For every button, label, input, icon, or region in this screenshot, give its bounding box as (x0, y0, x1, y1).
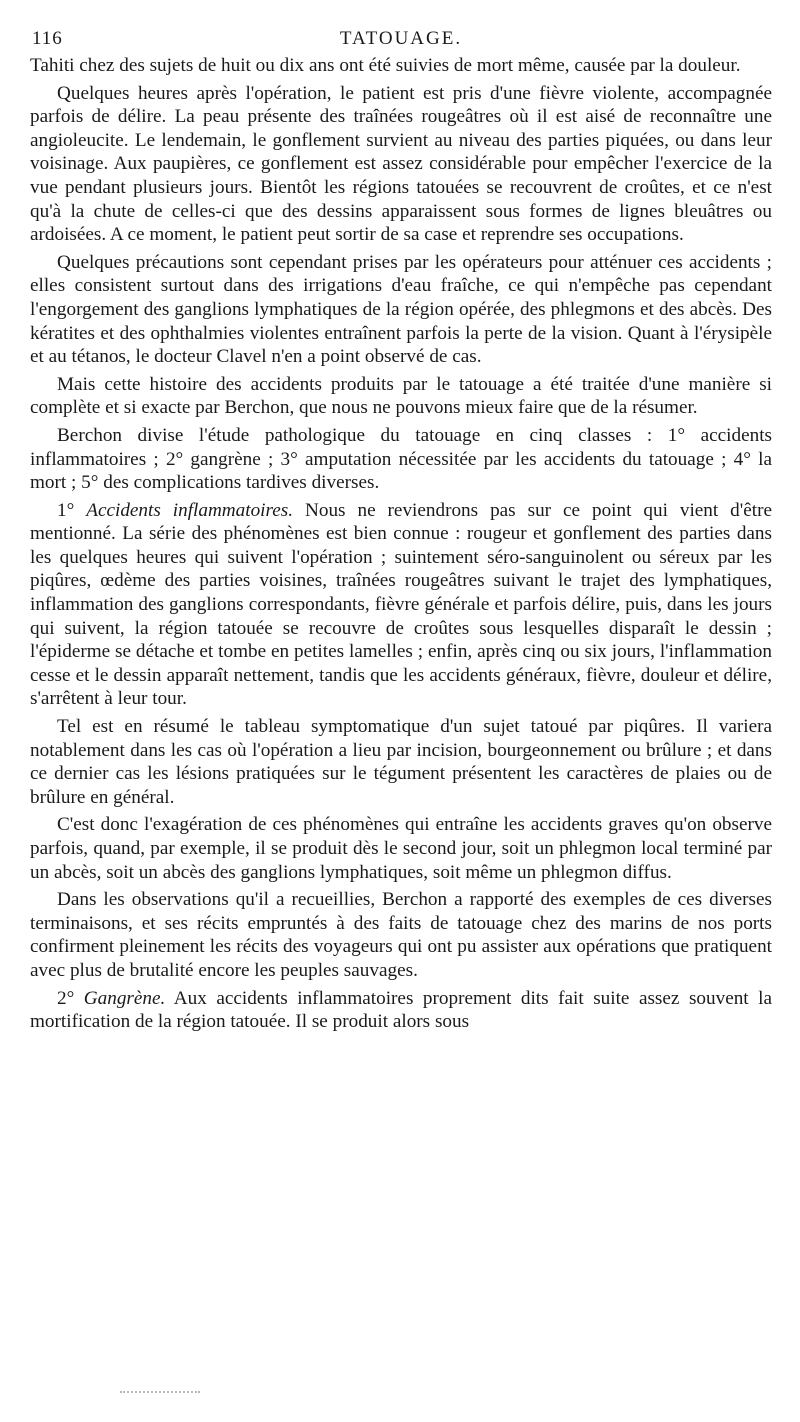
paragraph-exaggeration: C'est donc l'exagération de ces phénomènes qui entraîne les accidents graves qu'on observe parfois, quand, par exemple, il se produit dès le second jour, soit un phlegmon local terminé par un abcès, soit un abcès des ganglions lymphatiques, soit même un phlegmon diffus. (30, 814, 772, 883)
running-header (30, 28, 772, 54)
paragraph-precautions: Quelques précautions sont cependant prises par les opérateurs pour atténuer ces accidents ; elles consistent surtout dans des irrigations d'eau fraîche, ce qui n'empêche pas cependant l'engorgement des ganglions lymphatiques de la région opérée, des phlegmons et des abcès. Des kératites et des ophthalmies violentes entraînent parfois la perte de la vision. Quant à l'érysipèle et au tétanos, le docteur Clavel n'en a point observé de cas. (30, 251, 772, 368)
paragraph-inflammatory-accidents: 1° Accidents inflammatoires. Nous ne reviendrons pas sur ce point qui vient d'être mentionné. La série des phénomènes est bien connue : rougeur et gonflement des parties dans les quelques heures qui suivent l'opération ; suintement séro-sanguinolent ou séreux par les piqûres, œdème des parties voisines, traînées rougeâtres suivant le trajet des lymphatiques, inflammation des ganglions correspondants, fièvre générale et parfois délire, puis, dans les jours qui suivent, la région tatouée se recouvre de croûtes sous lesquelles disparaît le dessin ; l'épiderme se détache et tombe en petites lamelles ; enfin, après cinq ou six jours, l'inflammation cesse et le dessin apparaît nettement, tandis que les accidents généraux, fièvre, douleur et délire, s'arrêtent à leur tour. (30, 499, 772, 710)
section-heading: Gangrène. (83, 987, 166, 1009)
section-heading: Accidents inflammatoires. (86, 499, 294, 521)
print-smudge (120, 1388, 200, 1393)
running-title: TATOUAGE. (339, 28, 463, 49)
paragraph-classification: Berchon divise l'étude pathologique du tatouage en cinq classes : 1° accidents inflammatoires ; 2° gangrène ; 3° amputation nécessitée par les accidents du tatouage ; 4° la mort ; 5° des complications tardives diverses. (30, 424, 772, 494)
paragraph-fever: Quelques heures après l'opération, le patient est pris d'une fièvre violente, accompagnée parfois de délire. La peau présente des traînées rougeâtres où il est aisé de reconnaître une angioleucite. Le lendemain, le gonflement survient au niveau des parties piquées, ou dans leur voisinage. Aux paupières, ce gonflement est assez considérable pour empêcher l'exercice de la vue pendant plusieurs jours. Bientôt les régions tatouées se recouvrent de croûtes, et ce n'est qu'à la chute de celles-ci que des dessins apparaissent sous formes de lignes bleuâtres ou ardoisées. A ce moment, le patient peut sortir de sa case et reprendre ses occupations. (30, 82, 772, 246)
book-page (30, 28, 772, 1034)
section-number: 2° (57, 987, 75, 1009)
paragraph-continuation: Tahiti chez des sujets de huit ou dix ans ont été suivies de mort même, causée par la douleur. (30, 55, 741, 76)
paragraph-symptom-summary: Tel est en résumé le tableau symptomatique d'un sujet tatoué par piqûres. Il variera notablement dans les cas où l'opération a lieu par incision, bourgeonnement ou brûlure ; et dans ce dernier cas les lésions pratiquées sur le tégument présentent les caractères de plaies ou de brûlure en général. (30, 716, 772, 808)
paragraph-berchon-history: Mais cette histoire des accidents produits par le tatouage a été traitée d'une manière si complète et si exacte par Berchon, que nous ne pouvons mieux faire que de la résumer. (30, 373, 772, 419)
paragraph-observations: Dans les observations qu'il a recueillies, Berchon a rapporté des exemples de ces diverses terminaisons, et ses récits empruntés à des faits de tatouage chez des marins de nos ports confirment pleinement les récits des voyageurs qui ont pu assister aux opérations que pratiquent avec plus de brutalité encore les peuples sauvages. (30, 889, 772, 981)
page-number: 116 (32, 28, 63, 49)
paragraph-gangrene: 2° Gangrène. Aux accidents inflammatoires proprement dits fait suite assez souvent la mortification de la région tatouée. Il se produit alors sous (30, 987, 772, 1033)
section-number: 1° (57, 499, 75, 521)
page-body (30, 54, 772, 1034)
